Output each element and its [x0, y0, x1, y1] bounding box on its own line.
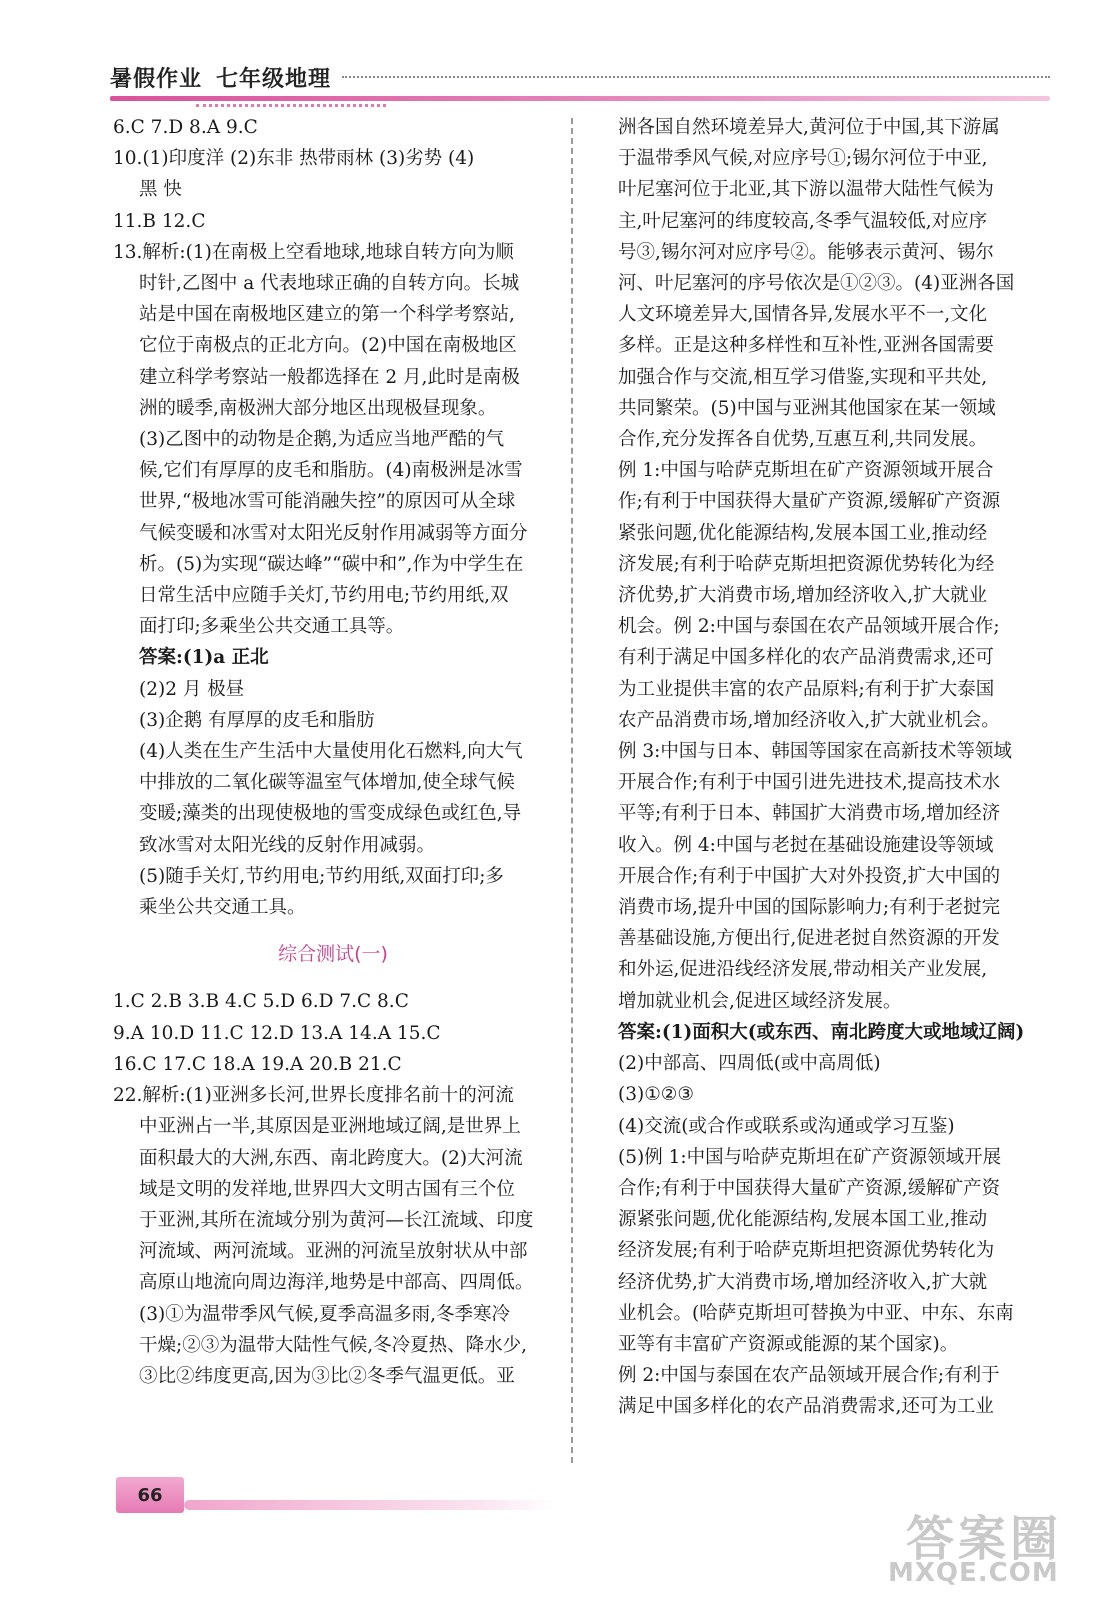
- answer-line: (4)人类在生产生活中大量使用化石燃料,向大气: [139, 741, 523, 763]
- analysis-line: 22.解析:(1)亚洲多长河,世界长度排名前十的河流: [113, 1085, 514, 1107]
- answer-line: 满足中国多样化的农产品消费需求,还可为工业: [618, 1396, 994, 1418]
- analysis-line: 世界,“极地冰雪可能消融失控”的原因可从全球: [139, 491, 516, 513]
- analysis-line: 开展合作;有利于中国引进先进技术,提高技术水: [618, 772, 1001, 794]
- answer-line: (3)①②③: [618, 1084, 694, 1106]
- analysis-line: 济发展;有利于哈萨克斯坦把资源优势转化为经: [618, 553, 995, 575]
- watermark-cn: 答案圈: [906, 1511, 1063, 1567]
- analysis-line: 面积最大的大洲,东西、南北跨度大。(2)大河流: [139, 1147, 523, 1169]
- analysis-line: 开展合作;有利于中国扩大对外投资,扩大中国的: [618, 865, 1001, 887]
- footer-pink-bar: [184, 1500, 554, 1510]
- analysis-line: 合作,充分发挥各自优势,互惠互利,共同发展。: [618, 429, 988, 451]
- analysis-line: 候,它们有厚厚的皮毛和脂肪。(4)南极洲是冰雪: [139, 460, 523, 482]
- answer-line: 答案:(1)a 正北: [139, 647, 269, 669]
- answer-line: 10.(1)印度洋 (2)东非 热带雨林 (3)劣势 (4): [113, 148, 475, 170]
- analysis-line: 高原山地流向周边海洋,地势是中部高、四周低。: [139, 1272, 534, 1294]
- header-pink-bar: [110, 96, 1050, 101]
- analysis-line: 善基础设施,方便出行,促进老挝自然资源的开发: [618, 928, 1000, 950]
- analysis-line: (3)乙图中的动物是企鹅,为适应当地严酷的气: [139, 429, 505, 451]
- analysis-line: 平等;有利于日本、韩国扩大消费市场,增加经济: [618, 803, 1001, 825]
- analysis-line: 有利于满足中国多样化的农产品消费需求,还可: [618, 647, 994, 669]
- analysis-line: 气候变暖和冰雪对太阳光反射作用减弱等方面分: [139, 522, 528, 544]
- analysis-line: 紧张问题,优化能源结构,发展本国工业,推动经: [618, 522, 988, 544]
- answer-line: 经济发展;有利于哈萨克斯坦把资源优势转化为: [618, 1240, 995, 1262]
- analysis-line: 增加就业机会,促进区域经济发展。: [618, 990, 902, 1012]
- analysis-line: 干燥;②③为温带大陆性气候,冬冷夏热、降水少,: [139, 1334, 527, 1356]
- answer-line: (5)例 1:中国与哈萨克斯坦在矿产资源领域开展: [618, 1146, 1002, 1168]
- answer-line: 业机会。(哈萨克斯坦可替换为中亚、中东、东南: [618, 1302, 1014, 1324]
- analysis-line: 域是文明的发祥地,世界四大文明古国有三个位: [139, 1178, 515, 1200]
- answer-line: (5)随手关灯,节约用电;节约用纸,双面打印;多: [139, 865, 504, 887]
- analysis-line: 建立科学考察站一般都选择在 2 月,此时是南极: [139, 366, 520, 388]
- analysis-line: 河、叶尼塞河的序号依次是①②③。(4)亚洲各国: [618, 273, 1015, 295]
- watermark-logo: [888, 1500, 1078, 1590]
- analysis-line: 13.解析:(1)在南极上空看地球,地球自转方向为顺: [113, 241, 514, 263]
- answer-line: 6.C 7.D 8.A 9.C: [113, 117, 258, 138]
- analysis-line: 站是中国在南极地区建立的第一个科学考察站,: [139, 304, 515, 326]
- analysis-line: 时针,乙图中 a 代表地球正确的自转方向。长城: [139, 273, 520, 295]
- analysis-line: 洲的暖季,南极洲大部分地区出现极昼现象。: [139, 397, 497, 419]
- analysis-line: 洲各国自然环境差异大,黄河位于中国,其下游属: [618, 117, 1000, 138]
- analysis-line: 共同繁荣。(5)中国与亚洲其他国家在某一领域: [618, 397, 996, 419]
- analysis-line: 析。(5)为实现“碳达峰”“碳中和”,作为中学生在: [139, 553, 524, 575]
- analysis-line: 多样。正是这种多样性和互补性,亚洲各国需要: [618, 335, 994, 357]
- analysis-line: 农产品消费市场,增加经济收入,扩大就业机会。: [618, 709, 1000, 731]
- answer-line: 亚等有丰富矿产资源或能源的某个国家)。: [618, 1333, 959, 1355]
- analysis-line: 例 1:中国与哈萨克斯坦在矿产资源领域开展合: [618, 460, 994, 482]
- analysis-line: 面打印;多乘坐公共交通工具等。: [139, 616, 405, 638]
- header-title: [110, 62, 331, 93]
- analysis-line: 人文环境差异大,国情各异,发展水平不一,文化: [618, 304, 988, 326]
- watermark-en: MXQE.COM: [888, 1558, 1059, 1588]
- answer-line: 1.C 2.B 3.B 4.C 5.D 6.D 7.C 8.C: [113, 991, 409, 1013]
- analysis-line: 河流域、两河流域。亚洲的河流呈放射状从中部: [139, 1241, 528, 1263]
- analysis-line: 机会。例 2:中国与泰国在农产品领域开展合作;: [618, 616, 1000, 638]
- answer-line: 源紧张问题,优化能源结构,发展本国工业,推动: [618, 1209, 988, 1231]
- answer-line: 变暖;藻类的出现使极地的雪变成绿色或红色,导: [139, 803, 522, 825]
- answer-line: (3)企鹅 有厚厚的皮毛和脂肪: [139, 709, 375, 731]
- answer-line: 例 2:中国与泰国在农产品领域开展合作;有利于: [618, 1365, 1000, 1387]
- answer-line: (2)2 月 极昼: [139, 678, 245, 700]
- analysis-line: 例 3:中国与日本、韩国等国家在高新技术等领域: [618, 741, 1012, 763]
- analysis-line: (3)①为温带季风气候,夏季高温多雨,冬季寒冷: [139, 1303, 510, 1325]
- answer-line: 11.B 12.C: [113, 210, 206, 232]
- section-title: 综合测试(一): [278, 943, 388, 966]
- analysis-line: 济优势,扩大消费市场,增加经济收入,扩大就业: [618, 585, 988, 607]
- analysis-line: 号③,锡尔河对应序号②。能够表示黄河、锡尔: [618, 241, 994, 263]
- answer-line: 致冰雪对太阳光线的反射作用减弱。: [139, 834, 436, 856]
- header-dotted-rule: [342, 76, 1050, 78]
- analysis-line: 日常生活中应随手关灯,节约用电;节约用纸,双: [139, 585, 509, 607]
- header-title-series: 暑假作业: [110, 67, 203, 92]
- analysis-line: 主,叶尼塞河的纬度较高,冬季气温较低,对应序: [618, 210, 988, 232]
- analysis-line: ③比②纬度更高,因为③比②冬季气温更低。亚: [139, 1365, 515, 1387]
- answer-line: 黑 快: [139, 179, 182, 201]
- answer-line: (4)交流(或合作或联系或沟通或学习互鉴): [618, 1115, 955, 1137]
- answer-line: 乘坐公共交通工具。: [139, 897, 306, 919]
- answer-line: 9.A 10.D 11.C 12.D 13.A 14.A 15.C: [113, 1022, 441, 1044]
- page-number: 66: [116, 1477, 184, 1513]
- answer-line: (2)中部高、四周低(或中高周低): [618, 1053, 881, 1075]
- analysis-line: 作;有利于中国获得大量矿产资源,缓解矿产资源: [618, 491, 1001, 513]
- left-column: [113, 112, 553, 1392]
- analysis-line: 中亚洲占一半,其原因是亚洲地域辽阔,是世界上: [139, 1116, 521, 1138]
- answer-line: 经济优势,扩大消费市场,增加经济收入,扩大就: [618, 1271, 988, 1293]
- column-divider: [571, 118, 573, 1463]
- analysis-line: 于亚洲,其所在流域分别为黄河—长江流域、印度: [139, 1209, 534, 1231]
- analysis-line: 和外运,促进沿线经济发展,带动相关产业发展,: [618, 959, 988, 981]
- analysis-line: 于温带季风气候,对应序号①;锡尔河位于中亚,: [618, 148, 988, 170]
- right-column: [618, 112, 1032, 1423]
- answer-line: 16.C 17.C 18.A 19.A 20.B 21.C: [113, 1053, 402, 1075]
- header-pink-dots: [196, 104, 386, 107]
- analysis-line: 收入。例 4:中国与老挝在基础设施建设等领域: [618, 834, 994, 856]
- page-header: [110, 62, 1050, 102]
- answer-line: 合作;有利于中国获得大量矿产资源,缓解矿产资: [618, 1177, 1001, 1199]
- analysis-line: 加强合作与交流,相互学习借鉴,实现和平共处,: [618, 366, 988, 388]
- analysis-line: 为工业提供丰富的农产品原料;有利于扩大泰国: [618, 678, 995, 700]
- header-title-subject: 七年级地理: [216, 67, 332, 92]
- analysis-line: 它位于南极点的正北方向。(2)中国在南极地区: [139, 335, 517, 357]
- answer-line: 中排放的二氧化碳等温室气体增加,使全球气候: [139, 772, 515, 794]
- analysis-line: 消费市场,提升中国的国际影响力;有利于老挝完: [618, 897, 1001, 919]
- analysis-line: 叶尼塞河位于北亚,其下游以温带大陆性气候为: [618, 179, 994, 201]
- answer-line: 答案:(1)面积大(或东西、南北跨度大或地域辽阔): [618, 1021, 1025, 1043]
